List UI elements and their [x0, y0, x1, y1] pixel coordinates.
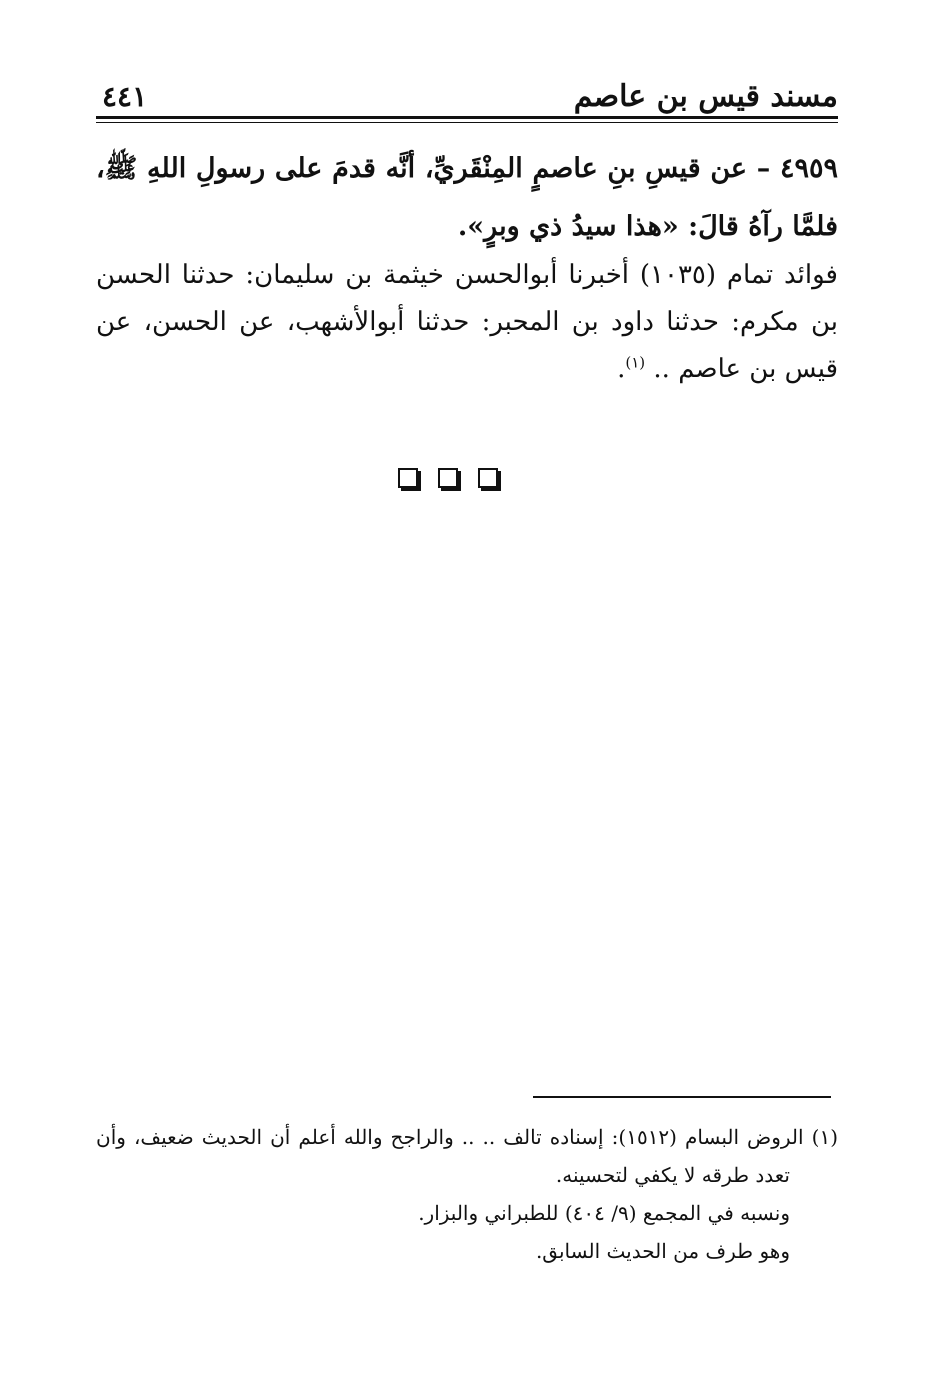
separator-box-icon — [398, 468, 418, 488]
sanad-text: فوائد تمام (١٠٣٥) أخبرنا أبوالحسن خيثمة بن سليمان: حدثنا الحسن بن مكرم: حدثنا داود بن المحبر: حدثنا أبوالأشهب، عن الحسن، عن قيس بن عاصم .. — [96, 260, 838, 384]
separator-box-icon — [438, 468, 458, 488]
footnote-line: تعدد طرقه لا يكفي لتحسينه. — [555, 1163, 790, 1187]
footnotes — [96, 1118, 838, 1270]
sanad-paragraph — [96, 252, 838, 393]
footnote-rule — [533, 1096, 831, 1098]
hadith-text: – عن قيسِ بنِ عاصمٍ المِنْقَريِّ، أنَّه قدمَ على رسولِ اللهِ ﷺ، فلمَّا رآهُ قالَ: «هذا سيدُ ذي وبرٍ». — [96, 153, 838, 242]
footnote-reference: (١) — [625, 353, 646, 372]
section-separator — [398, 466, 532, 496]
separator-box-icon — [478, 468, 498, 488]
page-number: ٤٤١ — [102, 80, 148, 113]
sanad-end: . — [617, 354, 626, 384]
running-header — [96, 70, 838, 116]
footnote-line: (١) الروض البسام (١٥١٢): إسناده تالف .. .. والراجح والله أعلم أن الحديث ضعيف، وأن — [96, 1125, 838, 1149]
header-rule-thick — [96, 116, 838, 119]
footnote-line: ونسبه في المجمع (٩/ ٤٠٤) للطبراني والبزار. — [418, 1201, 790, 1225]
running-title: مسند قيس بن عاصم — [573, 79, 838, 114]
hadith-number: ٤٩٥٩ — [779, 153, 838, 184]
header-rule-thin — [96, 122, 838, 123]
hadith-paragraph — [96, 140, 838, 256]
footnote-line: وهو طرف من الحديث السابق. — [535, 1239, 790, 1263]
